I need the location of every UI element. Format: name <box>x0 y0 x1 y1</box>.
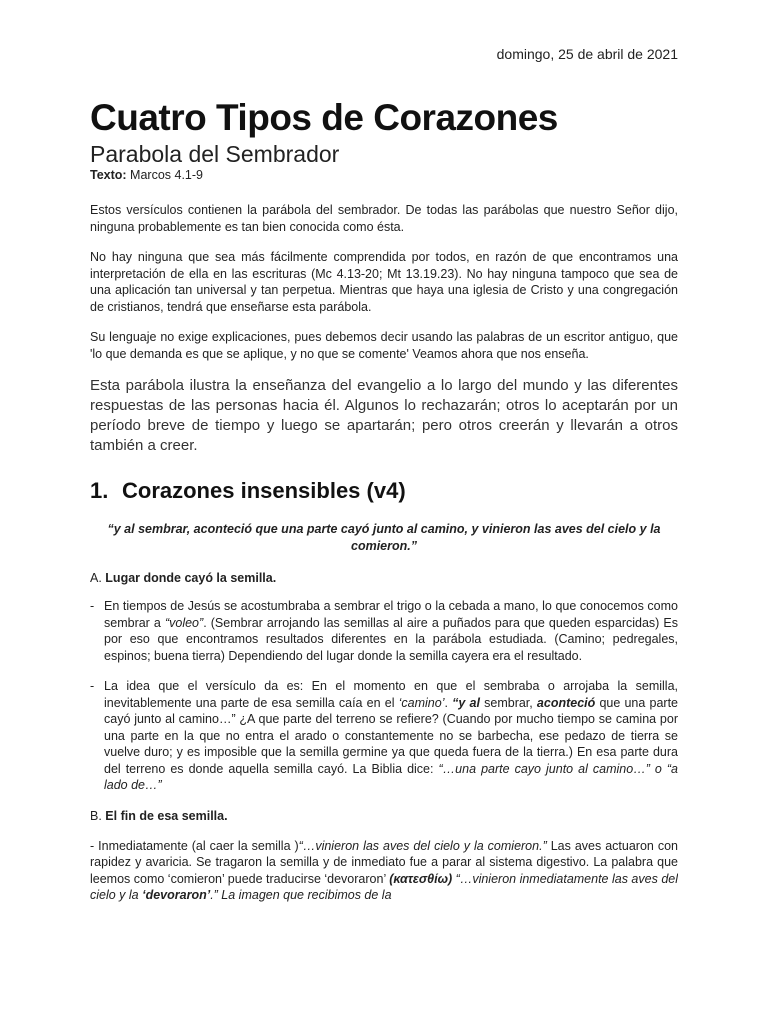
paragraph-b-text-g: .” La imagen que recibimos de la <box>210 888 392 902</box>
subheading-b-title: El fin de esa semilla. <box>105 808 228 823</box>
section-heading-1 <box>90 477 678 505</box>
document-date: domingo, 25 de abril de 2021 <box>496 46 678 62</box>
section-heading-text: Corazones insensibles (v4) <box>122 478 406 503</box>
dash-marker: - <box>90 599 95 613</box>
paragraph-b <box>90 838 678 904</box>
scripture-reference-value: Marcos 4.1-9 <box>126 168 203 182</box>
paragraph-b-text-c: Las aves actuaron con rapidez y avaricia. Se tragaron la semilla y de inmediato fue a parar al sistema digestivo. La palabra que leemos como ‘comieron’ puede traducirse ‘devoraron’ <box>90 838 678 886</box>
list-item <box>90 678 678 794</box>
bullet-2-text-h: ¿A que parte del terreno se refiere? (Cuando por mucho tiempo se camina por una parte en la que no entra el arado o constantemente no se barbecha, ese pedazo de tierra se vuelve duro; y es imposible que la semilla germine ya que queda fuera de la tierra.) En esa parte dura del terreno es donde aquella semilla cayó. La Biblia dice: <box>104 712 678 776</box>
section-number: 1. <box>90 478 109 503</box>
bullet-2-text-i: “…una parte cayo junto al camino…” o “a lado de…” <box>104 761 678 792</box>
scripture-reference-label: Texto: <box>90 168 127 182</box>
document-page <box>90 0 678 1024</box>
subheading-b <box>90 808 678 824</box>
document-subtitle: Parabola del Sembrador <box>90 141 340 167</box>
paragraph-b-text-f: ‘devoraron’ <box>142 888 211 902</box>
paragraph-b-text-a: - Inmediatamente (al caer la semilla ) <box>90 838 299 853</box>
bullet-2-text-f: aconteció <box>536 695 596 710</box>
scripture-reference <box>90 168 203 182</box>
verse-quote: “y al sembrar, aconteció que una parte cayó junto al camino, y vinieron las aves del cielo y la comieron.” <box>107 522 661 553</box>
subheading-a-title: Lugar donde cayó la semilla. <box>105 571 277 585</box>
bullet-2-text-g: que una parte cayó junto al camino…” <box>104 695 678 726</box>
bullet-1-text-c: . (Sembrar arrojando las semillas al aire a puñados para que queden esparcidas) Es por eso que encontramos resultados diferentes en la parábola estudiada. (Camino; pedregales, espinos; buena tierra) Dependiendo del lugar donde la semilla cayera era el resultado. <box>104 615 678 663</box>
bullet-2-text-b: ‘camino’ <box>398 695 445 710</box>
intro-paragraph-3: Su lenguaje no exige explicaciones, pues debemos decir usando las palabras de un escritor antiguo, que 'lo que demanda es que se aplique, y no que se comente' Veamos ahora que nos enseña. <box>90 330 678 361</box>
paragraph-b-text-e: “…vinieron inmediatamente las aves del cielo y la <box>90 871 678 902</box>
document-body <box>90 202 678 904</box>
summary-paragraph: Esta parábola ilustra la enseñanza del evangelio a lo largo del mundo y las diferentes respuestas de las personas hacia él. Algunos lo rechazarán; otros lo aceptarán por un período breve de tiempo y luego se apartarán; pero otros creerán y llevarán a otros también a creer. <box>90 377 678 454</box>
subheading-a-letter: A. <box>90 571 106 585</box>
subheading-b-letter: B. <box>90 808 106 823</box>
dash-marker: - <box>90 679 95 693</box>
bullet-2-text-d: “y al <box>452 695 480 710</box>
bullet-2-text-a: La idea que el versículo da es: En el momento en que el sembraba o arrojaba la semilla, inevitablemente una parte de esa semilla caía en el <box>104 679 678 710</box>
intro-paragraph-1: Estos versículos contienen la parábola del sembrador. De todas las parábolas que nuestro Señor dijo, ninguna probablemente es tan bien conocida como ésta. <box>90 203 678 234</box>
document-title: Cuatro Tipos de Corazones <box>90 97 558 138</box>
bullet-1-text-a: En tiempos de Jesús se acostumbraba a sembrar el trigo o la cebada a mano, lo que conocemos como sembrar a <box>104 599 678 630</box>
list-item <box>90 598 678 664</box>
bullet-2-text-e: sembrar, <box>479 695 537 710</box>
paragraph-b-greek: (κατεσθίω) <box>389 871 453 886</box>
bullet-1-text-b: “voleo” <box>164 615 204 630</box>
intro-paragraph-2: No hay ninguna que sea más fácilmente comprendida por todos, en razón de que encontramos una interpretación de ella en las escrituras (Mc 4.13-20; Mt 13.19.23). No hay ninguna tampoco que sea de una aplicación tan universal y tan perpetua. Mientras que haya una iglesia de Cristo y una congregación de cristianos, tendrá que enseñarse esta parábola. <box>90 250 678 314</box>
paragraph-b-text-b: “…vinieron las aves del cielo y la comieron.” <box>298 838 547 853</box>
bullet-2-text-c: . <box>444 695 453 710</box>
subheading-a <box>90 570 678 586</box>
